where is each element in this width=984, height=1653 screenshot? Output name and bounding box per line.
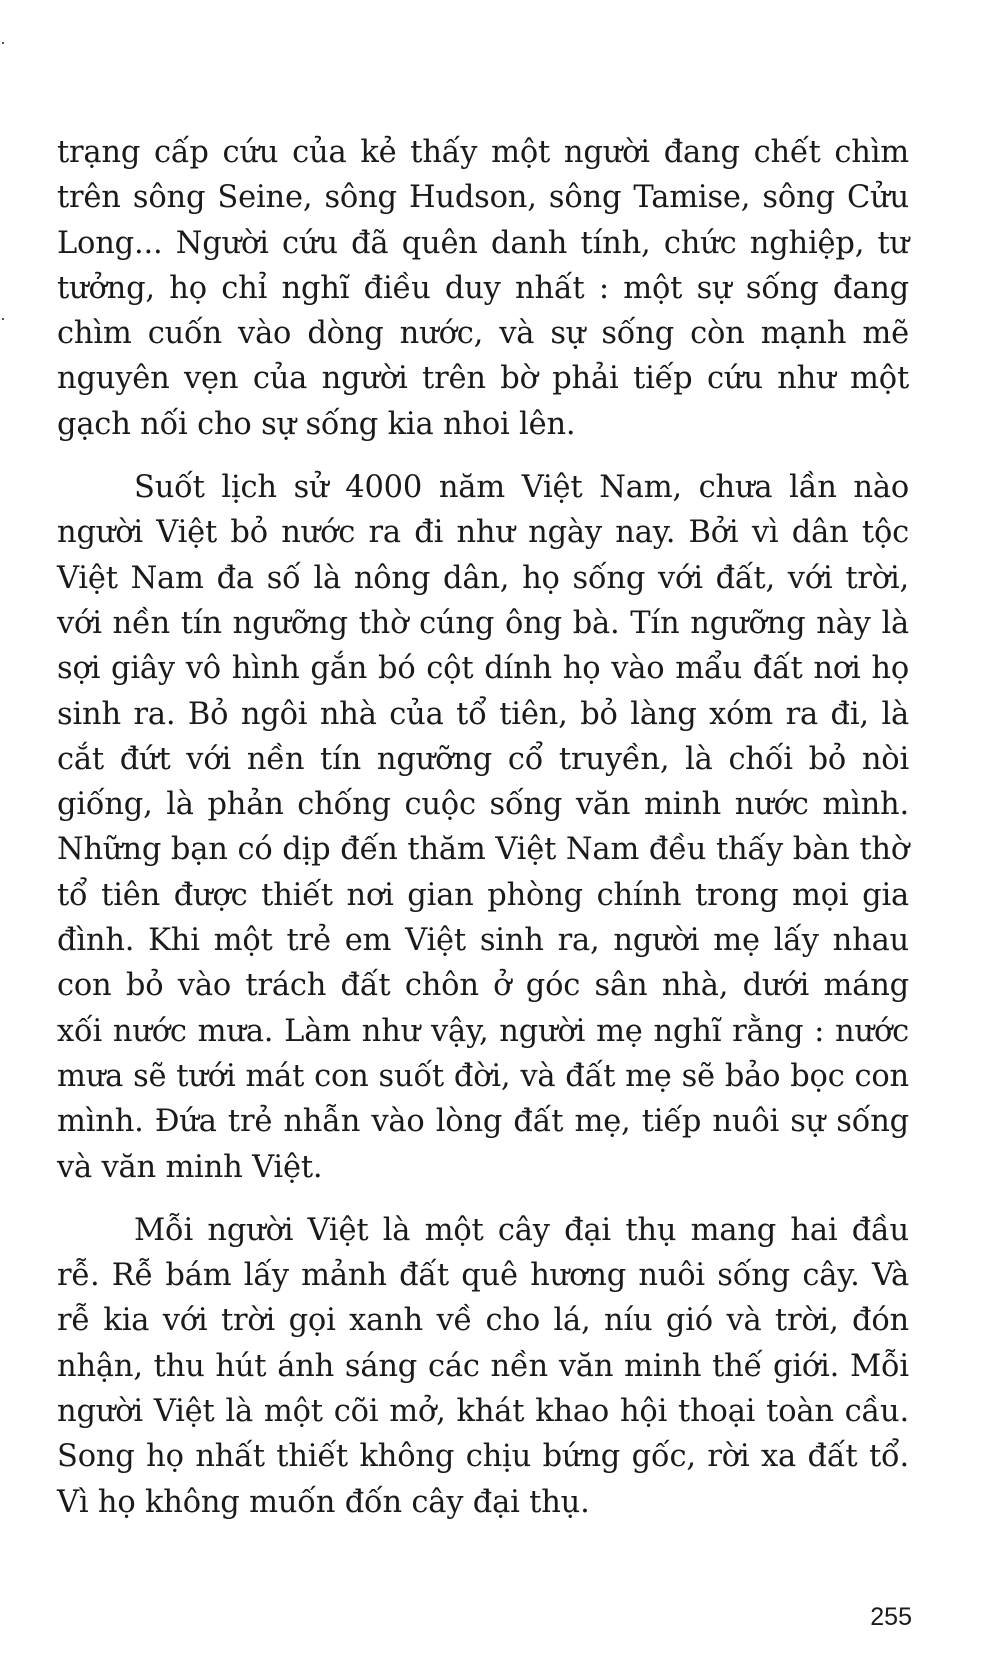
body-text xyxy=(57,130,909,1525)
paragraph-2: Suốt lịch sử 4000 năm Việt Nam, chưa lần nào người Việt bỏ nước ra đi như ngày nay. Bởi vì dân tộc Việt Nam đa số là nông dân, họ sống với đất, với trời, với nền tín ngưỡng thờ cúng ông bà. Tín ngưỡng này là sợi giây vô hình gắn bó cột dính họ vào mẩu đất nơi họ sinh ra. Bỏ ngôi nhà của tổ tiên, bỏ làng xóm ra đi, là cắt đứt với nền tín ngưỡng cổ truyền, là chối bỏ nòi giống, là phản chống cuộc sống văn minh nước mình. Những bạn có dịp đến thăm Việt Nam đều thấy bàn thờ tổ tiên được thiết nơi gian phòng chính trong mọi gia đình. Khi một trẻ em Việt sinh ra, người mẹ lấy nhau con bỏ vào trách đất chôn ở góc sân nhà, dưới máng xối nước mưa. Làm như vậy, người mẹ nghĩ rằng : nước mưa sẽ tưới mát con suốt đời, và đất mẹ sẽ bảo bọc con mình. Đứa trẻ nhẫn vào lòng đất mẹ, tiếp nuôi sự sống và văn minh Việt. xyxy=(57,470,909,1185)
scan-mark xyxy=(2,318,4,320)
paragraph-1: trạng cấp cứu của kẻ thấy một người đang chết chìm trên sông Seine, sông Hudson, sông Tamise, sông Cửu Long... Người cứu đã quên danh tính, chức nghiệp, tư tưởng, họ chỉ nghĩ điều duy nhất : một sự sống đang chìm cuốn vào dòng nước, và sự sống còn mạnh mẽ nguyên vẹn của người trên bờ phải tiếp cứu như một gạch nối cho sự sống kia nhoi lên. xyxy=(57,135,909,442)
scan-mark xyxy=(2,42,4,44)
page-number: 255 xyxy=(870,1603,912,1631)
paragraph-3: Mỗi người Việt là một cây đại thụ mang hai đầu rễ. Rễ bám lấy mảnh đất quê hương nuôi sống cây. Và rễ kia với trời gọi xanh về cho lá, níu gió và trời, đón nhận, thu hút ánh sáng các nền văn minh thế giới. Mỗi người Việt là một cõi mở, khát khao hội thoại toàn cầu. Song họ nhất thiết không chịu bứng gốc, rời xa đất tổ. Vì họ không muốn đốn cây đại thụ. xyxy=(57,1212,909,1520)
